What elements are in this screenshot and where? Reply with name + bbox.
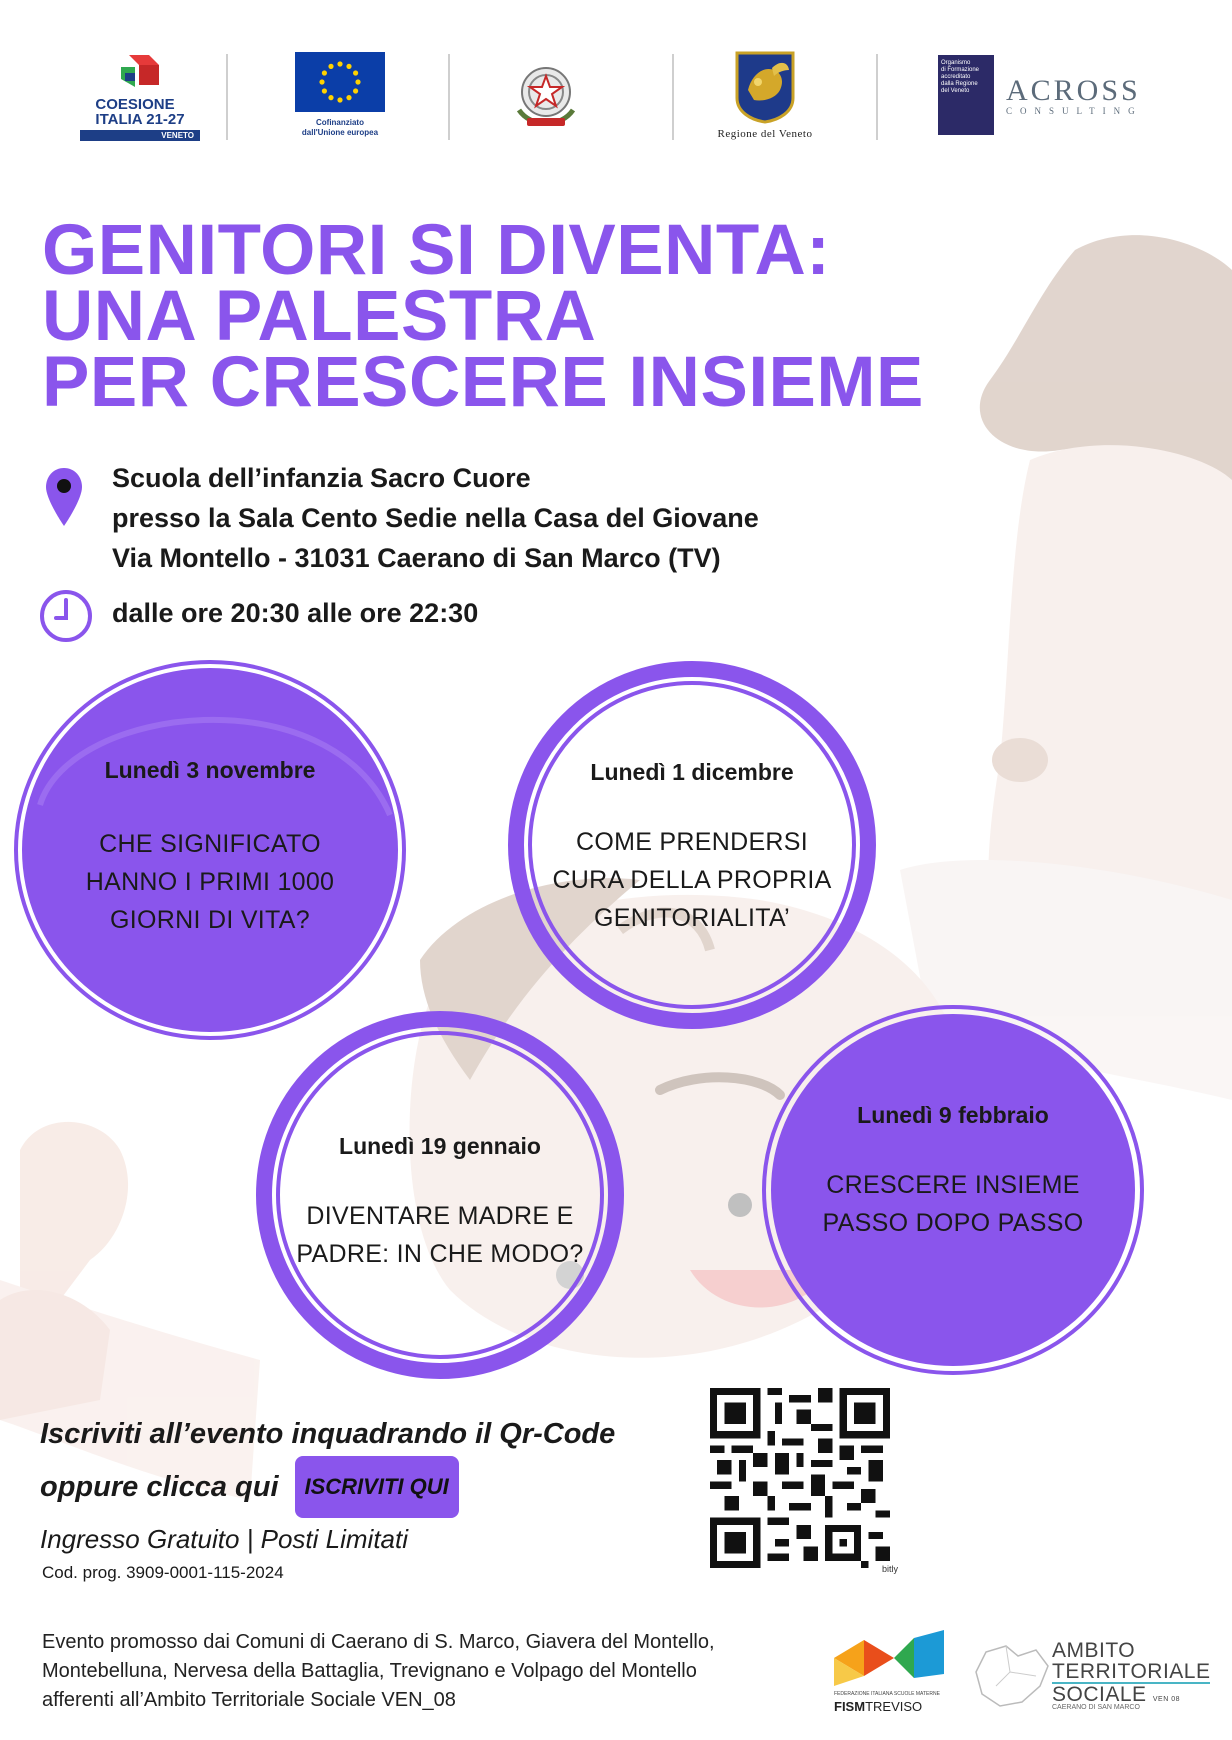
fism-triangles-icon <box>834 1630 944 1690</box>
ambito-territoriale-sociale-logo <box>966 1632 1211 1716</box>
event-card-4 <box>758 1000 1148 1380</box>
event-date: Lunedì 3 novembre <box>104 757 316 783</box>
across-name-group <box>1006 74 1143 116</box>
eu-caption: Cofinanziato dall'Unione europea <box>301 118 379 137</box>
event-date: Lunedì 1 dicembre <box>590 759 794 785</box>
event-location <box>112 458 759 578</box>
title-line-1: GENITORI SI DIVENTA: <box>42 211 831 290</box>
event-topic <box>502 823 882 937</box>
cta-line-2 <box>40 1456 615 1518</box>
ats-line-3: SOCIALE VEN 08 <box>1052 1683 1181 1706</box>
project-code: Cod. prog. 3909-0001-115-2024 <box>42 1563 284 1582</box>
event-topic-line: PADRE: IN CHE MODO? <box>296 1240 584 1268</box>
across-consulting-logo <box>938 40 1158 150</box>
across-name: ACROSS <box>1006 74 1141 107</box>
event-topic-line: PASSO DOPO PASSO <box>822 1209 1084 1237</box>
footer-line-1: Evento promosso dai Comuni di Caerano di S. Marco, Giavera del Montello, <box>42 1631 715 1653</box>
event-topic-line: GIORNI DI VITA? <box>110 906 310 934</box>
territory-map-icon <box>966 1632 1056 1716</box>
register-button[interactable]: ISCRIVITI QUI <box>295 1456 459 1518</box>
footer-line-3: afferenti all’Ambito Territoriale Sociale VEN_08 <box>42 1689 456 1711</box>
event-topic-line: GENITORIALITA’ <box>594 904 790 932</box>
title-line-2: UNA PALESTRA <box>42 277 597 356</box>
event-topic-line: HANNO I PRIMI 1000 <box>85 868 335 896</box>
location-line-3: Via Montello - 31031 Caerano di San Marco (TV) <box>112 543 721 573</box>
event-date: Lunedì 19 gennaio <box>339 1133 541 1159</box>
location-line-1: Scuola dell’infanzia Sacro Cuore <box>112 463 531 493</box>
event-topic-line: CURA DELLA PROPRIA <box>552 866 832 894</box>
logo-separator <box>672 54 674 140</box>
logo-separator <box>226 54 228 140</box>
event-topic-line: CRESCERE INSIEME <box>826 1171 1080 1199</box>
logo-separator <box>876 54 878 140</box>
event-date: Lunedì 9 febbraio <box>857 1102 1049 1128</box>
registration-cta <box>40 1412 615 1555</box>
footer-text <box>42 1628 715 1715</box>
ats-sub: CAERANO DI SAN MARCO <box>1052 1704 1140 1711</box>
coesione-italia-logo <box>80 40 200 150</box>
coesione-region: VENETO <box>80 130 200 141</box>
event-topic-line: COME PRENDERSI <box>575 828 808 856</box>
cta-line-3: Ingresso Gratuito | Posti Limitati <box>40 1524 409 1554</box>
event-topic <box>250 1197 630 1273</box>
across-sub: CONSULTING <box>1006 106 1143 116</box>
eu-logo <box>290 40 390 150</box>
fism-name: FISMTREVISO <box>834 1699 923 1714</box>
coesione-cube-icon <box>115 49 165 93</box>
qr-code-icon <box>710 1388 890 1568</box>
regione-veneto-logo <box>700 40 830 150</box>
event-topic <box>758 1166 1148 1242</box>
italian-republic-emblem <box>506 40 586 150</box>
title-line-3: PER CRESCERE INSIEME <box>42 343 924 422</box>
page-title <box>42 211 924 422</box>
qr-code[interactable] <box>700 1384 900 1574</box>
ats-name: AMBITO TERRITORIALE SOCIALE VEN 08 <box>1052 1640 1210 1710</box>
cta-line-1: Iscriviti all’evento inquadrando il Qr-Code <box>40 1418 616 1450</box>
eu-flag-icon <box>295 52 385 112</box>
event-topic-line: CHE SIGNIFICATO <box>99 830 321 858</box>
fism-treviso-logo <box>834 1630 954 1714</box>
emblem-icon <box>509 56 583 134</box>
clock-icon <box>38 588 94 644</box>
location-line-2: presso la Sala Cento Sedie nella Casa del Giovane <box>112 503 759 533</box>
event-topic-line: DIVENTARE MADRE E <box>306 1202 574 1230</box>
location-pin-icon <box>44 466 84 528</box>
veneto-caption: Regione del Veneto <box>717 128 813 140</box>
logo-bar <box>0 40 1232 150</box>
fism-small-text: FEDERAZIONE ITALIANA SCUOLE MATERNE <box>834 1691 940 1697</box>
event-card-2 <box>502 655 882 1035</box>
footer-line-2: Montebelluna, Nervesa della Battaglia, Trevignano e Volpago del Montello <box>42 1660 697 1682</box>
coesione-name: COESIONE ITALIA 21-27 <box>95 96 185 128</box>
logo-separator <box>448 54 450 140</box>
event-time: dalle ore 20:30 alle ore 22:30 <box>112 598 479 628</box>
brush-circle-ring <box>250 1005 630 1385</box>
qr-caption: bitly <box>881 1564 898 1574</box>
event-topic <box>10 825 410 939</box>
cta-line-2-text: oppure clicca qui <box>40 1471 279 1503</box>
lion-shield-icon <box>734 50 796 124</box>
across-accreditation-box: Organismo di Formazione accreditato dalla Regione del Veneto <box>938 55 994 135</box>
event-card-1 <box>10 655 410 1045</box>
event-card-3 <box>250 1005 630 1385</box>
